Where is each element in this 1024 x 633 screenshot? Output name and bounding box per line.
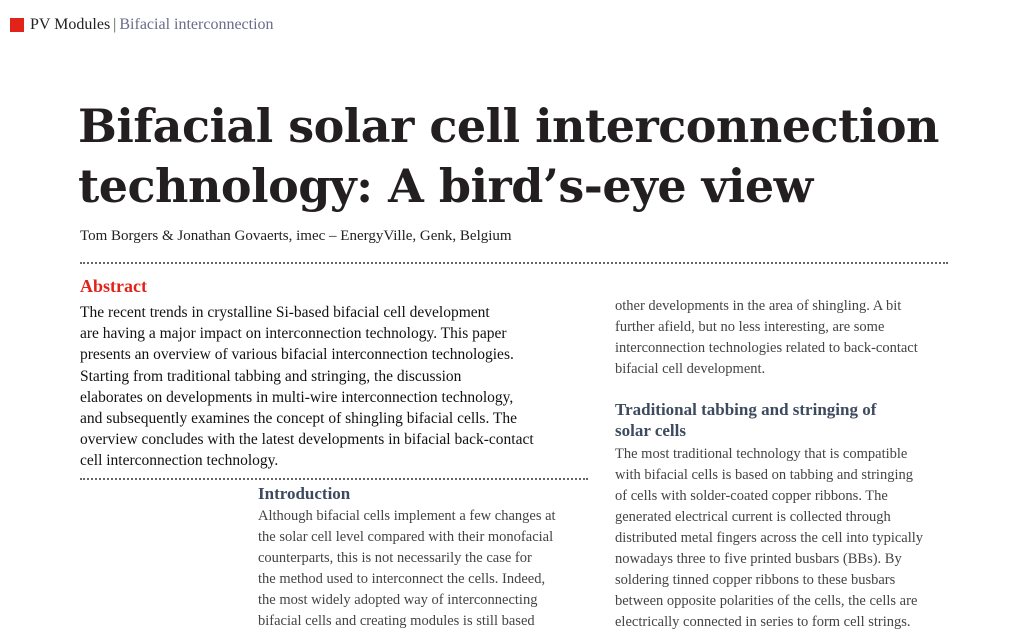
paragraph-line: between opposite polarities of the cells, the cells are <box>615 593 918 609</box>
intro-line: the solar cell level compared with their monofacial <box>258 529 554 545</box>
abstract-line: elaborates on developments in multi-wire interconnection technology, <box>80 388 514 406</box>
heading-line: Traditional tabbing and stringing of <box>615 400 877 419</box>
title-line: technology: A bird’s-eye view <box>78 159 813 213</box>
article-title <box>78 96 978 216</box>
paragraph-line: nowadays three to five printed busbars (BBs). By <box>615 551 902 567</box>
section-header <box>10 14 274 36</box>
paragraph-line: The most traditional technology that is compatible <box>615 446 908 462</box>
abstract-line: The recent trends in crystalline Si-based bifacial cell development <box>80 304 490 321</box>
paragraph-line: electrically connected in series to form cell strings. <box>615 614 911 630</box>
paragraph-line: distributed metal fingers across the cell into typically <box>615 530 924 546</box>
red-square-icon <box>10 18 24 32</box>
header-separator: | <box>113 16 117 33</box>
dotted-divider <box>80 478 588 480</box>
abstract-body <box>80 302 600 472</box>
section-name: PV Modules <box>30 16 111 33</box>
intro-line: bifacial cells and creating modules is still based <box>258 613 535 629</box>
intro-line: the method used to interconnect the cells. Indeed, <box>258 571 546 587</box>
paragraph-line: bifacial cell development. <box>615 361 766 377</box>
intro-line: Although bifacial cells implement a few changes at <box>258 508 556 524</box>
author-line: Tom Borgers & Jonathan Govaerts, imec – EnergyVille, Genk, Belgium <box>80 228 512 244</box>
paragraph-line: soldering tinned copper ribbons to these busbars <box>615 572 896 588</box>
paragraph-line: interconnection technologies related to back-contact <box>615 340 918 356</box>
heading-line: solar cells <box>615 421 686 440</box>
abstract-line: and subsequently examines the concept of shingling bifacial cells. The <box>80 410 518 428</box>
abstract-heading: Abstract <box>80 276 147 296</box>
right-column-paragraph <box>615 296 955 380</box>
introduction-heading: Introduction <box>258 484 351 503</box>
abstract-line: presents an overview of various bifacial interconnection technologies. <box>80 346 514 364</box>
abstract-line: cell interconnection technology. <box>80 452 279 470</box>
intro-line: counterparts, this is not necessarily the case for <box>258 550 532 566</box>
paragraph-line: generated electrical current is collected through <box>615 509 891 525</box>
introduction-body <box>258 506 598 629</box>
subsection-name: Bifacial interconnection <box>119 16 274 33</box>
abstract-line: overview concludes with the latest developments in bifacial back-contact <box>80 431 534 449</box>
intro-line: the most widely adopted way of interconnecting <box>258 592 538 608</box>
paragraph-line: of cells with solder-coated copper ribbons. The <box>615 488 888 504</box>
dotted-divider <box>80 262 948 264</box>
paragraph-line: other developments in the area of shingling. A bit <box>615 298 902 314</box>
abstract-line: Starting from traditional tabbing and stringing, the discussion <box>80 367 462 385</box>
tabbing-stringing-body <box>615 444 955 630</box>
paragraph-line: with bifacial cells is based on tabbing and stringing <box>615 467 913 483</box>
abstract-line: are having a major impact on interconnection technology. This paper <box>80 325 507 343</box>
paragraph-line: further afield, but no less interesting, are some <box>615 319 885 335</box>
title-line: Bifacial solar cell interconnection <box>78 99 939 153</box>
tabbing-stringing-heading <box>615 399 945 441</box>
